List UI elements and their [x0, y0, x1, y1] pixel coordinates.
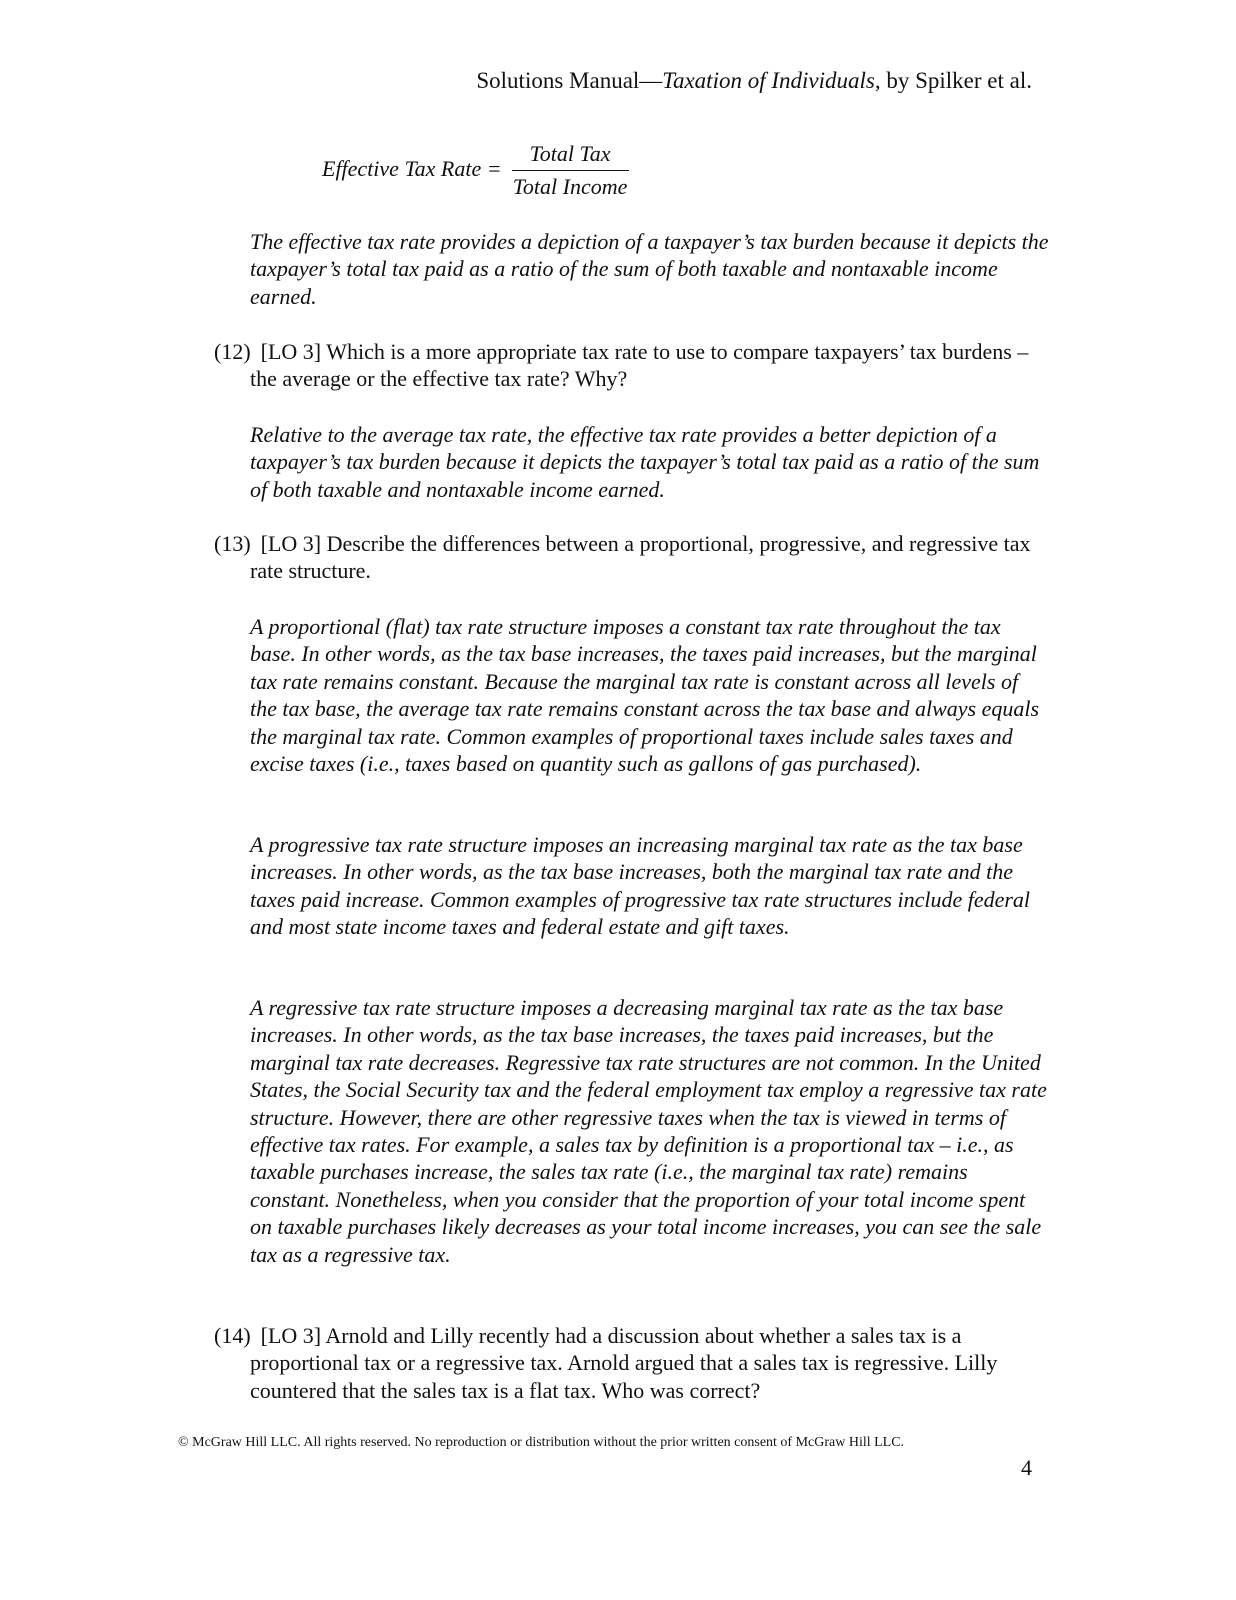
- effective-tax-rate-formula: [322, 140, 629, 201]
- answer-11: The effective tax rate provides a depiction of a taxpayer’s tax burden because it depicts the taxpayer’s total tax paid as a ratio of the sum of both taxable and nontaxable income earned.: [250, 229, 1049, 309]
- question-12-text: [LO 3] Which is a more appropriate tax rate to use to compare taxpayers’ tax burdens – the average or the effective tax rate? Why?: [250, 339, 1029, 392]
- question-12-number: (12): [214, 339, 251, 364]
- answer-13-regressive: A regressive tax rate structure imposes a decreasing marginal tax rate as the tax base increases. In other words, as the tax base increases, the taxes paid increases, but the marginal tax rate decreases. Regressive tax rate structures are not common. In the United States, the Social Security tax and the federal employment tax employ a regressive tax rate structure. However, there are other regressive taxes when the tax is viewed in terms of effective tax rates. For example, a sales tax by definition is a proportional tax – i.e., as taxable purchases increase, the sales tax rate (i.e., the marginal tax rate) remains constant. Nonetheless, when you consider that the proportion of your total income spent on taxable purchases likely decreases as your total income increases, you can see the sale tax as a regressive tax.: [250, 995, 1047, 1267]
- running-header: [476, 68, 1032, 94]
- header-suffix: by Spilker et al.: [880, 68, 1032, 93]
- question-13: [214, 530, 1044, 585]
- formula-lhs: Effective Tax Rate =: [322, 155, 502, 181]
- formula-denominator: Total Income: [512, 174, 628, 199]
- book-title: Taxation of Individuals,: [662, 68, 881, 93]
- question-13-number: (13): [214, 531, 251, 556]
- question-13-text: [LO 3] Describe the differences between a proportional, progressive, and regressive tax rate structure.: [250, 531, 1031, 584]
- page-number: 4: [1021, 1455, 1032, 1480]
- header-prefix: Solutions Manual—: [476, 68, 663, 93]
- answer-13-proportional: A proportional (flat) tax rate structure imposes a constant tax rate throughout the tax base. In other words, as the tax base increases, the taxes paid increases, but the marginal tax rate remains constant. Because the marginal tax rate is constant across all levels of the tax base, the average tax rate remains constant across the tax base and always equals the marginal tax rate. Common examples of proportional taxes include sales taxes and excise taxes (i.e., taxes based on quantity such as gallons of gas purchased).: [250, 614, 1040, 777]
- copyright-footer: © McGraw Hill LLC. All rights reserved. No reproduction or distribution without the prior written consent of McGraw Hill LLC.: [178, 1435, 905, 1450]
- question-14-number: (14): [214, 1323, 251, 1348]
- question-14-text: [LO 3] Arnold and Lilly recently had a discussion about whether a sales tax is a proportional tax or a regressive tax. Arnold argued that a sales tax is regressive. Lilly countered that the sales tax is a flat tax. Who was correct?: [250, 1323, 998, 1403]
- answer-12: Relative to the average tax rate, the effective tax rate provides a better depiction of a taxpayer’s tax burden because it depicts the taxpayer’s total tax paid as a ratio of the sum of both taxable and nontaxable income earned.: [250, 422, 1040, 502]
- question-12: [214, 338, 1044, 393]
- formula-fraction: [512, 140, 629, 201]
- formula-numerator: Total Tax: [512, 140, 629, 171]
- answer-13-progressive: A progressive tax rate structure imposes an increasing marginal tax rate as the tax base increases. In other words, as the tax base increases, both the marginal tax rate and the taxes paid increase. Common examples of progressive tax rate structures include federal and most state income taxes and federal estate and gift taxes.: [250, 832, 1031, 940]
- question-14: [214, 1322, 1044, 1404]
